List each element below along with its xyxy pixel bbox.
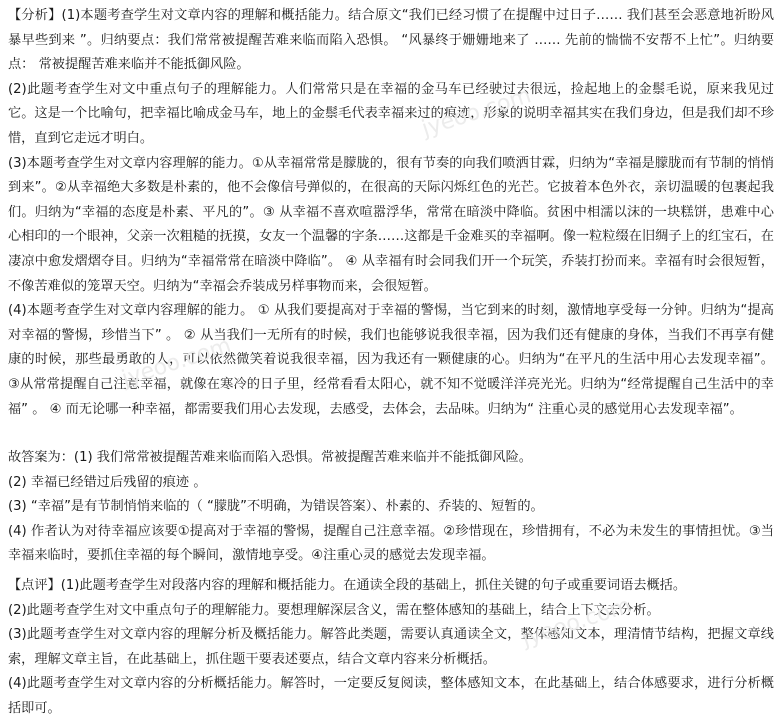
watermark: jyeoo.com <box>118 333 235 392</box>
answer-paragraph-3: (3) “幸福”是有节制悄悄来临的（ “朦胧”不明确，为错误答案）、朴素的、乔装的、短暂的。 <box>8 499 544 515</box>
comment-paragraph-3: (3)此题考查学生对文章内容的理解分析及概括能力。解答此类题，需要认真通读全文，整体感知文本，理清情节结构，把握文章线索，理解文章主旨，在此基础上，抓住题干要表述要点，结合文章内容来分析概括。 <box>8 627 774 667</box>
analysis-paragraph-2: (2)此题考查学生对文中重点句子的理解能力。人们常常只是在幸福的金马车已经驶过去很远，捡起地上的金鬃毛说，原来我见过它。这是一个比喻句，把幸福比喻成金马车，地上的金鬃毛代表幸福来过的痕迹，形象的说明幸福其实在我们身边，但是我们却不珍惜，直到它走远才明白。 <box>8 81 774 146</box>
analysis-paragraph-4: (4)本题考查学生对文章内容理解的能力。 ① 从我们要提高对于幸福的警惕，当它到来的时刻，激情地享受每一分钟。归纳为“提高对幸福的警惕，珍惜当下” 。 ② 从当我们一无所有的时候，我们也能够说我很幸福，因为我们还有健康的身体，当我们不再享有健康的时候，那些最勇敢的人，可以依然微笑着说我很幸福，因为我还有一颗健康的心。归纳为“在平凡的生活中用心去发现幸福”。 ③从常常提醒自己注意幸福，就像在寒冷的日子里，经常看看太阳心，就不知不觉暖洋洋亮光光。归纳为“经常提醒自己生活中的幸福” 。 ④ 而无论哪一种幸福，都需要我们用心去发现，去感受，去体会，去品味。归纳为“ 注重心灵的感觉用心去发现幸福”。 <box>8 303 774 417</box>
answer-paragraph-1: 故答案为：(1) 我们常常被提醒苦难来临而陷入恐惧。常被提醒苦难来临并不能抵御风险。 <box>8 450 532 465</box>
comment-section <box>8 574 774 722</box>
answer-section <box>8 446 774 569</box>
watermark: jyeoo.com <box>518 593 635 652</box>
analysis-section <box>8 4 774 422</box>
comment-paragraph-4: (4)此题考查学生对文章内容的分析概括能力。解答时，一定要反复阅读，整体感知文本，在此基础上，结合体感要求，进行分析概括即可。 <box>8 676 774 716</box>
analysis-paragraph-3: (3)本题考查学生对文章内容理解的能力。①从幸福常常是朦胧的，很有节奏的向我们喷洒甘霖，归纳为“幸福是朦胧而有节制的悄悄到来”。②从幸福绝大多数是朴素的，他不会像信号弹似的，在很高的天际闪烁红色的光芒。它披着本色外衣，亲切温暖的包裹起我们。归纳为“幸福的态度是朴素、平凡的”。③ 从幸福不喜欢喧嚣浮华，常常在暗淡中降临。贫困中相濡以沫的一块糕饼，患难中心心相印的一个眼神，父亲一次粗糙的抚摸，女友一个温馨的字条……这都是千金难买的幸福啊。像一粒粒缀在旧绸子上的红宝石，在凄凉中愈发熠熠夺目。归纳为“幸福常常在暗淡中降临”。 ④ 从幸福有时会同我们开一个玩笑，乔装打扮而来。幸福有时会很短暂，不像苦难似的笼罩天空。归纳为“幸福会乔装成另样事物而来，会很短暂。 <box>8 155 774 294</box>
answer-paragraph-2: (2) 幸福已经错过后残留的痕迹 。 <box>8 474 207 490</box>
answer-paragraph-4: (4) 作者认为对待幸福应该要①提高对于幸福的警惕，提醒自己注意幸福。②珍惜现在，珍惜拥有，不必为未发生的事情担忧。③当幸福来临时，要抓住幸福的每个瞬间，激情地享受。④注重心灵的感觉去发现幸福。 <box>8 523 774 564</box>
comment-paragraph-1: 【点评】(1)此题考查学生对段落内容的理解和概括能力。在通读全段的基础上，抓住关键的句子或重要词语去概括。 <box>8 578 687 593</box>
comment-paragraph-2: (2)此题考查学生对文中重点句子的理解能力。要想理解深层含义，需在整体感知的基础上，结合上下文去分析。 <box>8 602 660 618</box>
analysis-paragraph-1: 【分析】(1)本题考查学生对文章内容的理解和概括能力。结合原文“我们已经习惯了在提醒中过日子…… 我们甚至会恶意地祈盼风暴早些到来 ”。归纳要点：我们常常被提醒苦难来临而陷入恐惧。 “风暴终于姗姗地来了 …… 先前的惴惴不安帮不上忙”。归纳要点： 常被提醒苦难来临并不能抵御风险。 <box>8 8 774 73</box>
watermark: jyeoo.com <box>418 83 535 142</box>
